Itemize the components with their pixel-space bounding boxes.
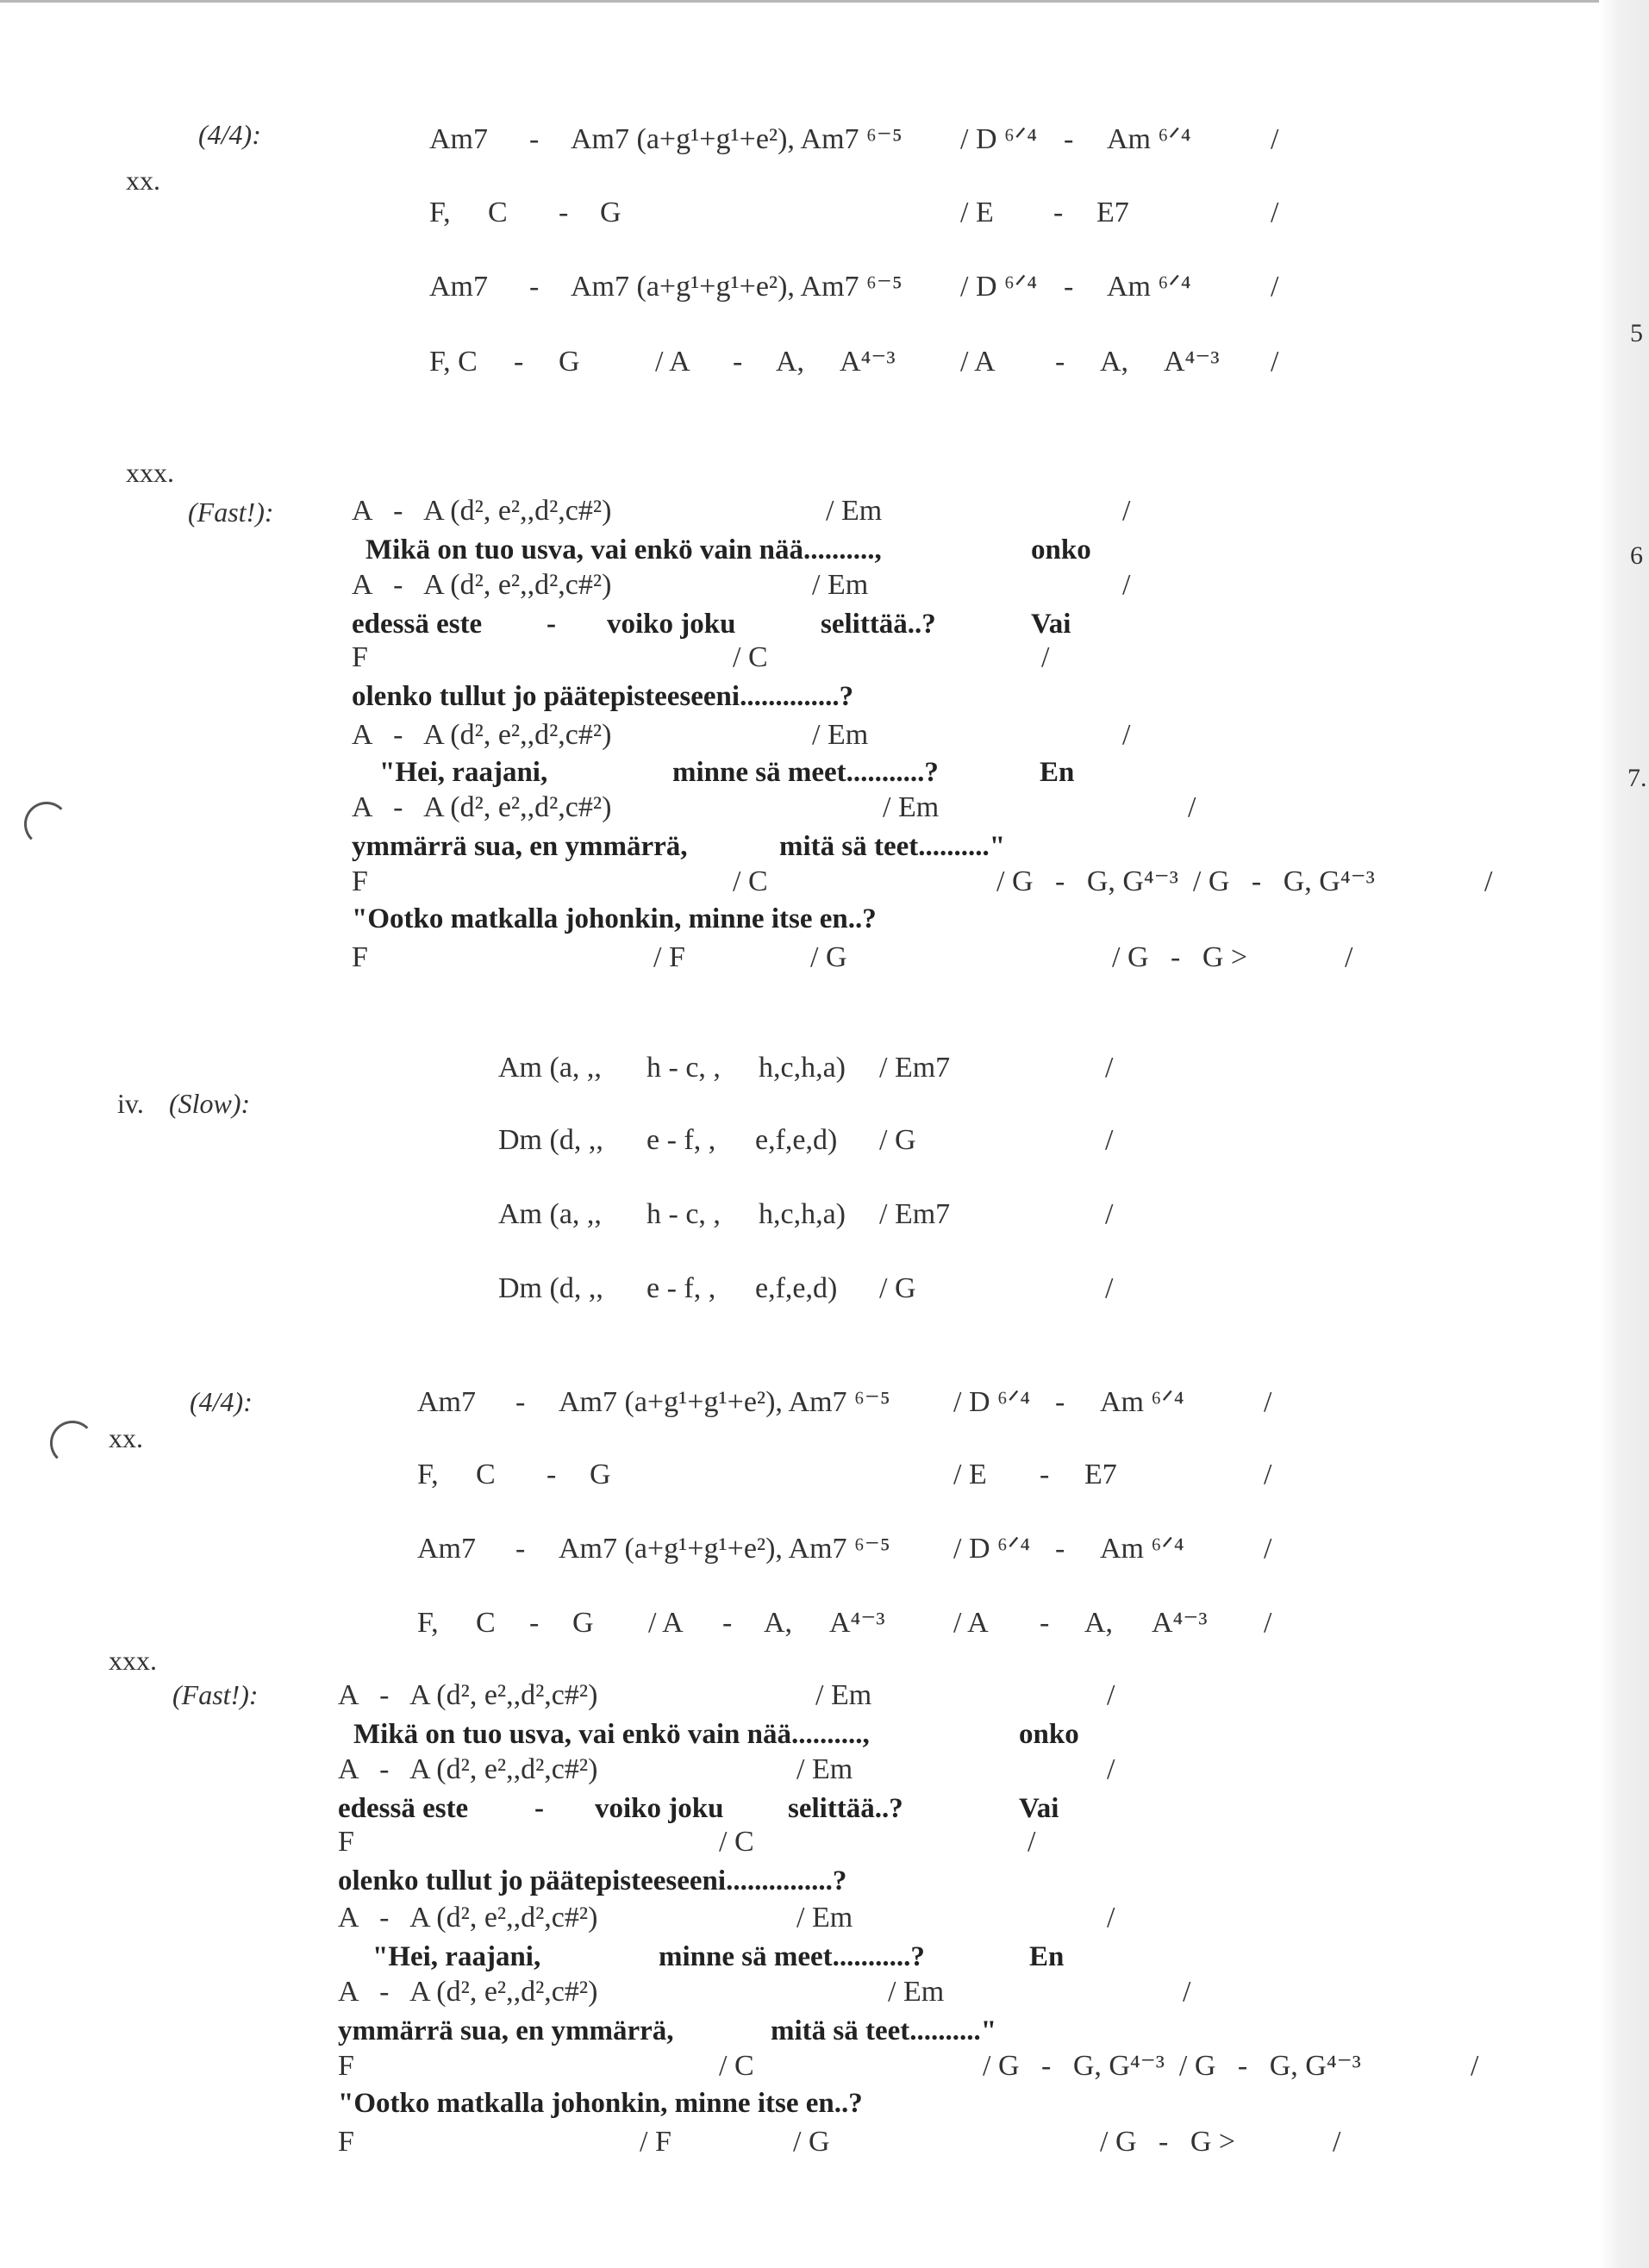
barline: / [1028, 1826, 1036, 1858]
chord: / G [810, 941, 847, 973]
chord: / A [953, 1607, 989, 1639]
lyric-word: "Hei, raajani, [379, 757, 548, 788]
chord-line: / G - G > [1100, 2126, 1236, 2158]
dash: - [515, 1533, 526, 1565]
chord: F [338, 1826, 354, 1858]
dash: - [1040, 1459, 1050, 1490]
chord: / E [960, 197, 994, 228]
chord: Am7 (a+g¹+g¹+e²), Am7 ⁶⁻⁵ [571, 271, 903, 303]
barline: / [1264, 1607, 1272, 1639]
chord: A, [1100, 346, 1129, 378]
chord: / Em7 [879, 1198, 951, 1230]
dash: - [1064, 271, 1074, 303]
dash: - [529, 271, 540, 303]
section-tempo: (Fast!): [188, 497, 274, 528]
chord: C [476, 1607, 496, 1639]
lyric-line: Mikä on tuo usva, vai enkö vain nää.........., [365, 534, 882, 565]
lyric-line: olenko tullut jo päätepisteeseeni..............? [352, 681, 854, 712]
punch-hole-mark [50, 1421, 95, 1465]
chord: / G [793, 2126, 830, 2158]
dash: - [1040, 1607, 1050, 1639]
dash: - [722, 1607, 733, 1639]
chord: / Em [826, 495, 883, 527]
chord: / Em [888, 1976, 945, 2008]
chord-line: A - A (d², e²,,d²,c#²) [338, 1976, 598, 2008]
chord: A⁴⁻³ [1164, 346, 1220, 378]
barline: / [1271, 346, 1279, 378]
chord-line: / G - G, G⁴⁻³ / G - G, G⁴⁻³ [983, 2050, 1361, 2082]
lyric-word: voiko joku [607, 609, 736, 640]
section-number: iv. [117, 1088, 144, 1119]
chord: A⁴⁻³ [840, 346, 896, 378]
barline: / [1122, 719, 1131, 751]
section-meter: (4/4): [198, 119, 261, 150]
barline: / [1041, 641, 1050, 673]
chord: G [572, 1607, 594, 1639]
chord: / Em [796, 1902, 853, 1934]
barline: / [1345, 941, 1353, 973]
chord: / C [719, 2050, 754, 2082]
chord: A⁴⁻³ [829, 1607, 885, 1639]
notes: e,f,e,d) [755, 1272, 838, 1304]
lyric-word: mitä sä teet.........." [779, 831, 1006, 862]
dash: - [559, 197, 569, 228]
chord-line: A - A (d², e²,,d²,c#²) [352, 719, 612, 751]
lyric-word: Vai [1019, 1793, 1059, 1824]
barline: / [1105, 1198, 1114, 1230]
notes: e - f, , [646, 1272, 716, 1304]
chord: / G [879, 1124, 916, 1156]
barline: / [1183, 1976, 1191, 2008]
chord: F [338, 2050, 354, 2082]
chord: G [590, 1459, 611, 1490]
chord: Am7 [429, 123, 488, 155]
barline: / [1271, 123, 1279, 155]
punch-hole-mark [24, 802, 69, 847]
chord: A, [1084, 1607, 1114, 1639]
chord: Am7 (a+g¹+g¹+e²), Am7 ⁶⁻⁵ [571, 123, 903, 155]
barline: / [1122, 569, 1131, 601]
lyric-word: ymmärrä sua, en ymmärrä, [338, 2015, 674, 2046]
chord: / G [879, 1272, 916, 1304]
chord: Am (a, ,, [498, 1198, 602, 1230]
chord-line: A - A (d², e²,,d²,c#²) [352, 791, 612, 823]
top-scan-edge [0, 0, 1649, 3]
dash: - [515, 1386, 526, 1418]
chord: E7 [1084, 1459, 1117, 1490]
barline: / [1188, 791, 1196, 823]
chord: Am ⁶ᐟ⁴ [1100, 1533, 1184, 1565]
chord: A⁴⁻³ [1152, 1607, 1208, 1639]
chord: / D ⁶ᐟ⁴ [953, 1386, 1031, 1418]
chord: Am7 [429, 271, 488, 303]
lyric-word: minne sä meet...........? [659, 1941, 925, 1972]
section-tempo: (Fast!): [172, 1679, 259, 1710]
dash: - [1055, 346, 1065, 378]
chord: Am ⁶ᐟ⁴ [1107, 271, 1191, 303]
chord: Am7 (a+g¹+g¹+e²), Am7 ⁶⁻⁵ [559, 1386, 890, 1418]
notes: h,c,h,a) [759, 1052, 846, 1084]
barline: / [1264, 1533, 1272, 1565]
chord: / D ⁶ᐟ⁴ [953, 1533, 1031, 1565]
notes: e,f,e,d) [755, 1124, 838, 1156]
barline: / [1333, 2126, 1341, 2158]
lyric-word: - [534, 1793, 544, 1824]
chord: F, [429, 197, 451, 228]
dash: - [1055, 1386, 1065, 1418]
barline: / [1271, 197, 1279, 228]
chord-line: A - A (d², e²,,d²,c#²) [352, 569, 612, 601]
chord: / D ⁶ᐟ⁴ [960, 271, 1038, 303]
chord-line: / G - G > [1112, 941, 1248, 973]
lyric-word: edessä este [338, 1793, 469, 1824]
dash: - [1055, 1533, 1065, 1565]
barline: / [1484, 865, 1493, 897]
lyric-word: "Hei, raajani, [372, 1941, 541, 1972]
chord: / F [653, 941, 685, 973]
chord: F [352, 641, 368, 673]
barline: / [1105, 1272, 1114, 1304]
chord-line: A - A (d², e²,,d²,c#²) [338, 1902, 598, 1934]
barline: / [1107, 1753, 1115, 1785]
edge-number: 5 [1630, 319, 1643, 347]
chord-line: / G - G, G⁴⁻³ / G - G, G⁴⁻³ [996, 865, 1375, 897]
chord: C [488, 197, 508, 228]
lyric-word: En [1040, 757, 1075, 788]
chord: F [352, 941, 368, 973]
section-tempo: (Slow): [169, 1088, 251, 1119]
section-number: xxx. [126, 457, 174, 488]
chord: / C [733, 641, 768, 673]
lyric-line: "Ootko matkalla johonkin, minne itse en..? [352, 903, 877, 934]
dash: - [1064, 123, 1074, 155]
dash: - [1053, 197, 1064, 228]
chord: / C [733, 865, 768, 897]
chord: F, [417, 1459, 439, 1490]
chord: / Em [812, 569, 869, 601]
chord-line: A - A (d², e²,,d²,c#²) [338, 1753, 598, 1785]
barline: / [1264, 1459, 1272, 1490]
dash: - [529, 1607, 540, 1639]
lyric-word: edessä este [352, 609, 483, 640]
chord: A, [776, 346, 805, 378]
chord: Dm (d, ,, [498, 1124, 603, 1156]
lyric-word: onko [1031, 534, 1091, 565]
chord: E7 [1096, 197, 1129, 228]
chord: Am7 [417, 1386, 476, 1418]
chord: F, [417, 1607, 439, 1639]
lyric-word: voiko joku [595, 1793, 724, 1824]
barline: / [1264, 1386, 1272, 1418]
lyric-word: Vai [1031, 609, 1071, 640]
chord: F [352, 865, 368, 897]
chord: F [338, 2126, 354, 2158]
chord: Am ⁶ᐟ⁴ [1100, 1386, 1184, 1418]
barline: / [1107, 1679, 1115, 1711]
chord: / Em [883, 791, 940, 823]
notes: e - f, , [646, 1124, 716, 1156]
section-number: xx. [109, 1422, 143, 1453]
dash: - [514, 346, 524, 378]
chord: / Em7 [879, 1052, 951, 1084]
chord: / Em [815, 1679, 872, 1711]
chord: Am7 [417, 1533, 476, 1565]
chord-line: A - A (d², e²,,d²,c#²) [352, 495, 612, 527]
chord: / A [960, 346, 996, 378]
lyric-word: En [1029, 1941, 1065, 1972]
chord: Dm (d, ,, [498, 1272, 603, 1304]
barline: / [1122, 495, 1131, 527]
chord: Am7 (a+g¹+g¹+e²), Am7 ⁶⁻⁵ [559, 1533, 890, 1565]
lyric-word: ymmärrä sua, en ymmärrä, [352, 831, 688, 862]
lyric-word: selittää..? [821, 609, 936, 640]
chord: Am (a, ,, [498, 1052, 602, 1084]
lyric-word: onko [1019, 1719, 1079, 1750]
lyric-word: - [547, 609, 556, 640]
dash: - [547, 1459, 557, 1490]
edge-number: 6 [1630, 541, 1643, 570]
section-number: xx. [126, 165, 160, 196]
chord-line: A - A (d², e²,,d²,c#²) [338, 1679, 598, 1711]
barline: / [1105, 1052, 1114, 1084]
barline: / [1105, 1124, 1114, 1156]
chord: G [559, 346, 580, 378]
notes: h - c, , [646, 1052, 721, 1084]
chord: / A [655, 346, 690, 378]
chord: / E [953, 1459, 987, 1490]
chord: F, C [429, 346, 478, 378]
notes: h,c,h,a) [759, 1198, 846, 1230]
chord: / Em [796, 1753, 853, 1785]
barline: / [1471, 2050, 1479, 2082]
chord: / C [719, 1826, 754, 1858]
lyric-line: Mikä on tuo usva, vai enkö vain nää.........., [353, 1719, 870, 1750]
chord: G [600, 197, 621, 228]
chord: Am ⁶ᐟ⁴ [1107, 123, 1191, 155]
chord: / Em [812, 719, 869, 751]
lyric-word: minne sä meet...........? [672, 757, 939, 788]
chord: A, [764, 1607, 793, 1639]
section-number: xxx. [109, 1645, 157, 1676]
dash: - [733, 346, 743, 378]
lyric-word: selittää..? [788, 1793, 903, 1824]
chord: / D ⁶ᐟ⁴ [960, 123, 1038, 155]
lyric-word: mitä sä teet.........." [771, 2015, 997, 2046]
dash: - [529, 123, 540, 155]
notes: h - c, , [646, 1198, 721, 1230]
barline: / [1271, 271, 1279, 303]
lyric-line: "Ootko matkalla johonkin, minne itse en..? [338, 2088, 863, 2119]
lyric-line: olenko tullut jo päätepisteeseeni...............? [338, 1865, 847, 1896]
barline: / [1107, 1902, 1115, 1934]
edge-number: 7. [1627, 764, 1647, 792]
chord: / F [640, 2126, 671, 2158]
chord: C [476, 1459, 496, 1490]
chord: / A [648, 1607, 684, 1639]
section-meter: (4/4): [190, 1386, 253, 1417]
